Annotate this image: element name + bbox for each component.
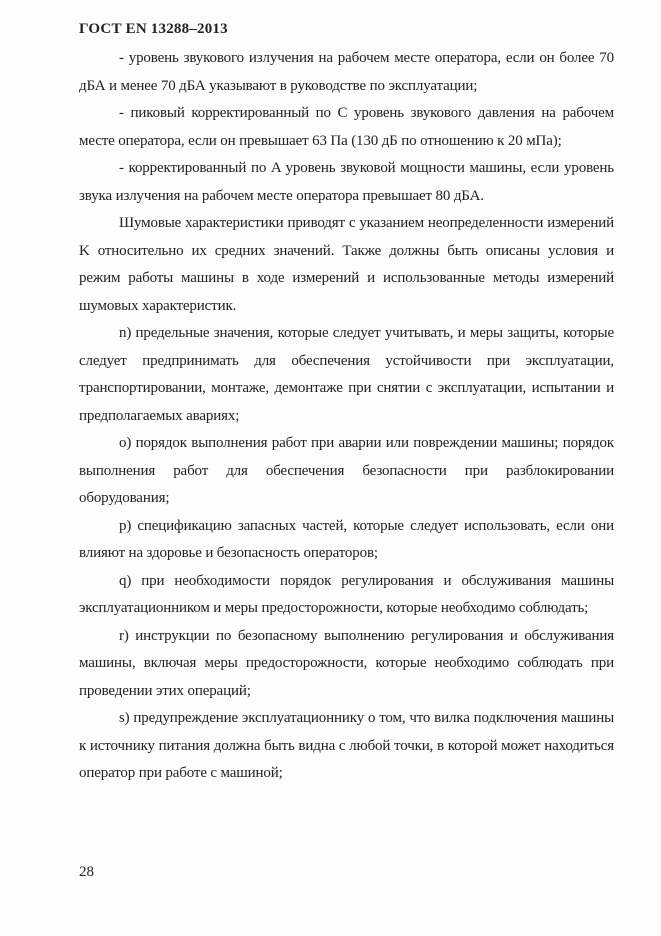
list-item-r: r) инструкции по безопасному выполнению регулирования и обслуживания машины, включая меры предосторожности, которые необходимо соблюдать при проведении этих операций; <box>79 627 614 699</box>
list-item-n: n) предельные значения, которые следует учитывать, и меры защиты, которые следует предпринимать для обеспечения устойчивости при эксплуатации, транспортировании, монтаже, демонтаже при снятии с эксплуатации, испытании и предполагаемых авариях; <box>79 325 614 424</box>
paragraph-noise-level: - уровень звукового излучения на рабочем месте оператора, если он более 70 дБА и менее 70 дБА указывают в руководстве по эксплуатации; <box>79 50 614 94</box>
paragraph-peak-pressure: - пиковый корректированный по C уровень звукового давления на рабочем месте оператора, если он превышает 63 Па (130 дБ по отношению к 20 мПа); <box>79 105 614 149</box>
list-item-q: q) при необходимости порядок регулирования и обслуживания машины эксплуатационником и меры предосторожности, которые необходимо соблюдать; <box>79 572 614 616</box>
page-number: 28 <box>79 864 94 880</box>
standard-title: ГОСТ EN 13288–2013 <box>79 21 228 37</box>
list-item-o: o) порядок выполнения работ при аварии или повреждении машины; порядок выполнения работ для обеспечения безопасности при разблокировании оборудования; <box>79 435 614 506</box>
body-text <box>79 45 614 788</box>
list-item-s: s) предупреждение эксплуатационнику о том, что вилка подключения машины к источнику питания должна быть видна с любой точки, в которой может находиться оператор при работе с машиной; <box>79 710 614 781</box>
paragraph-uncertainty: Шумовые характеристики приводят с указанием неопределенности измерений K относительно их средних значений. Также должны быть описаны условия и режим работы машины в ходе измерений и использованные методы измерений шумовых характеристик. <box>79 215 614 314</box>
paragraph-sound-power: - корректированный по A уровень звуковой мощности машины, если уровень звука излучения на рабочем месте оператора превышает 80 дБА. <box>79 160 614 204</box>
list-item-p: p) спецификацию запасных частей, которые следует использовать, если они влияют на здоровье и безопасность операторов; <box>79 517 614 561</box>
